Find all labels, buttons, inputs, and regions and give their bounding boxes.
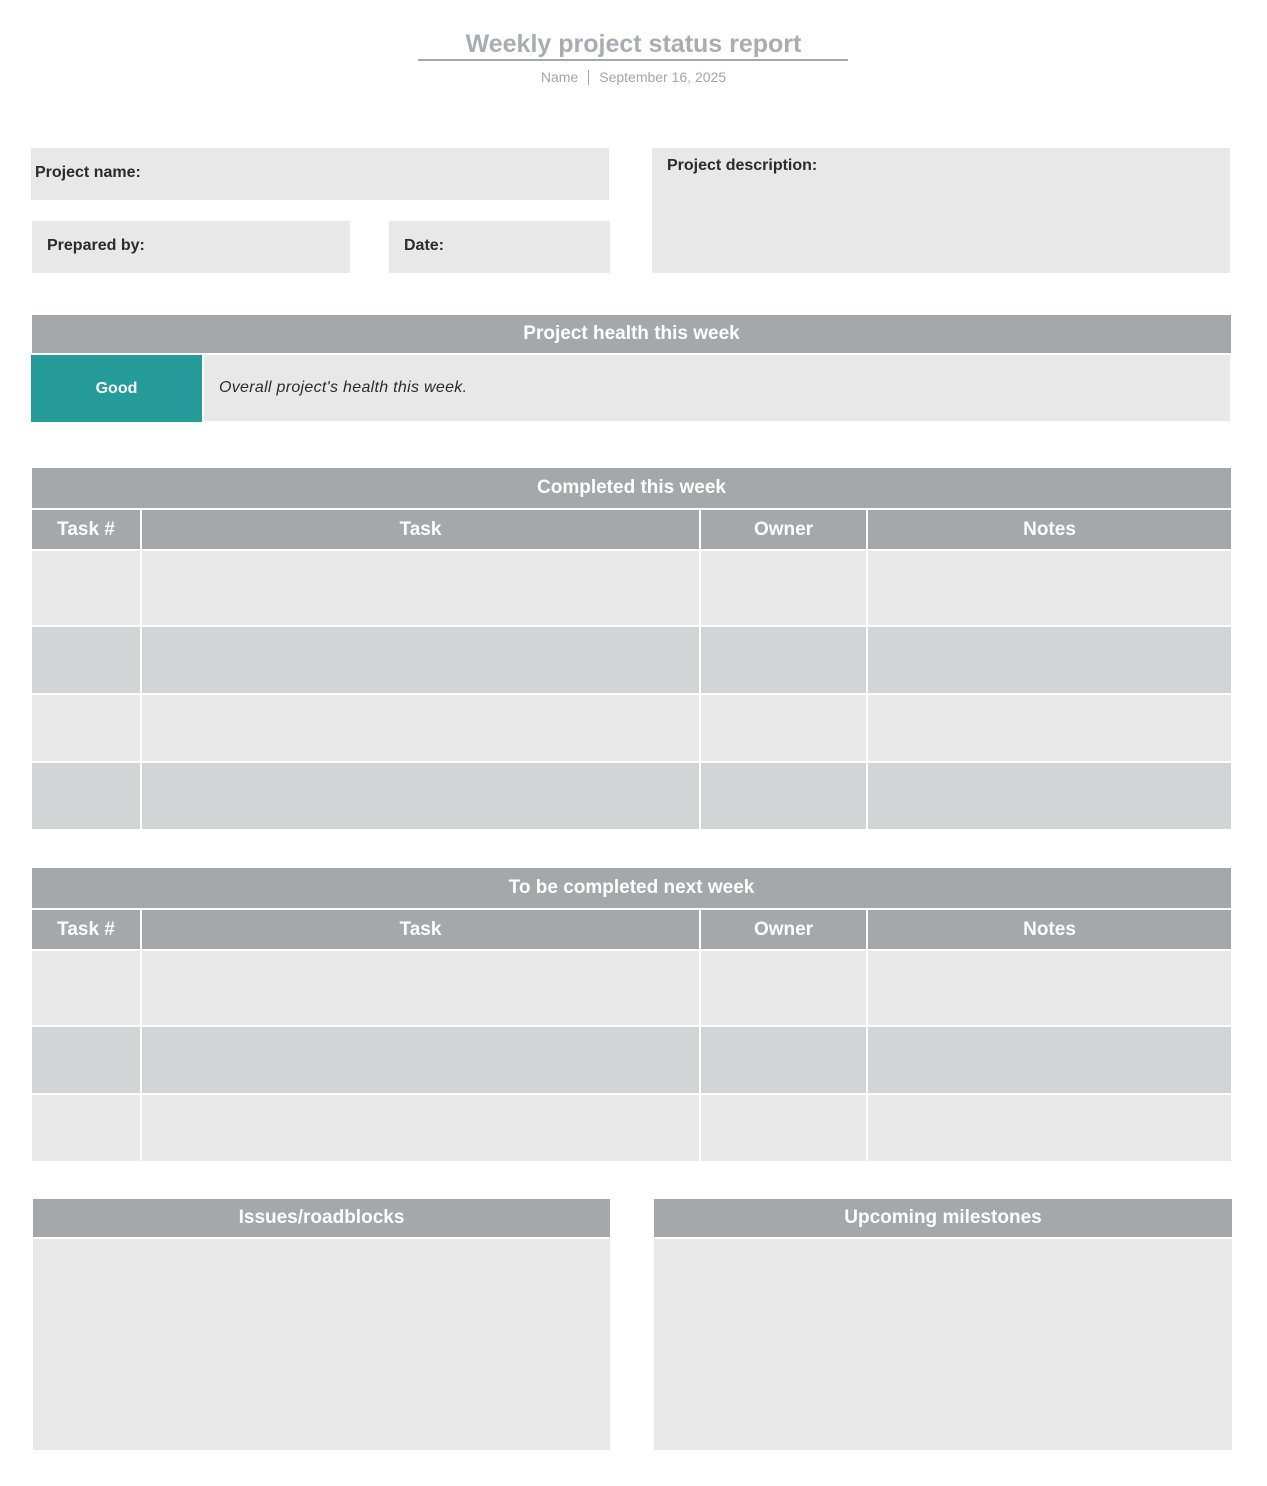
- table-cell[interactable]: [868, 1095, 1231, 1161]
- table-cell[interactable]: [32, 1095, 142, 1161]
- table-cell[interactable]: [142, 695, 701, 761]
- table-row: [32, 951, 1231, 1025]
- table-header-row: [32, 510, 1231, 549]
- column-header-notes: Notes: [868, 510, 1231, 549]
- table-cell[interactable]: [32, 763, 142, 829]
- table-row: [32, 1027, 1231, 1093]
- table-cell[interactable]: [32, 551, 142, 625]
- date-field[interactable]: [389, 221, 610, 273]
- table-cell[interactable]: [142, 551, 701, 625]
- table-cell[interactable]: [142, 951, 701, 1025]
- table-cell[interactable]: [701, 627, 868, 693]
- table-cell[interactable]: [142, 763, 701, 829]
- column-header-notes: Notes: [868, 910, 1231, 949]
- next-week-section-header: To be completed next week: [32, 868, 1231, 908]
- project-name-field[interactable]: [31, 148, 609, 200]
- table-cell[interactable]: [868, 695, 1231, 761]
- table-cell[interactable]: [868, 951, 1231, 1025]
- table-cell[interactable]: [868, 627, 1231, 693]
- completed-table: [32, 468, 1231, 829]
- column-header-owner: Owner: [701, 510, 868, 549]
- page-title: Weekly project status report: [465, 30, 802, 58]
- author-name: Name: [540, 69, 579, 85]
- completed-section-header: Completed this week: [32, 468, 1231, 508]
- column-header-task-number: Task #: [32, 510, 142, 549]
- column-header-task: Task: [142, 510, 701, 549]
- byline-separator: [588, 70, 589, 85]
- table-cell[interactable]: [701, 551, 868, 625]
- table-cell[interactable]: [142, 627, 701, 693]
- table-row: [32, 763, 1231, 829]
- health-status-badge[interactable]: Good: [31, 355, 202, 422]
- column-header-owner: Owner: [701, 910, 868, 949]
- table-row: [32, 1095, 1231, 1161]
- table-cell[interactable]: [32, 695, 142, 761]
- byline: [0, 69, 1267, 85]
- table-cell[interactable]: [701, 763, 868, 829]
- next-week-table: [32, 868, 1231, 1161]
- prepared-by-field[interactable]: [32, 221, 350, 273]
- table-cell[interactable]: [142, 1027, 701, 1093]
- health-section-header: Project health this week: [32, 315, 1231, 353]
- table-cell[interactable]: [32, 951, 142, 1025]
- issues-field[interactable]: [33, 1239, 610, 1450]
- health-note-field[interactable]: [204, 355, 1230, 421]
- table-cell[interactable]: [32, 627, 142, 693]
- project-description-field[interactable]: [652, 148, 1230, 273]
- table-cell[interactable]: [868, 763, 1231, 829]
- column-header-task-number: Task #: [32, 910, 142, 949]
- health-note-text: Overall project's health this week.: [219, 379, 468, 396]
- table-cell[interactable]: [701, 1095, 868, 1161]
- milestones-field[interactable]: [654, 1239, 1232, 1450]
- table-cell[interactable]: [868, 551, 1231, 625]
- table-cell[interactable]: [32, 1027, 142, 1093]
- table-row: [32, 695, 1231, 761]
- issues-section-header: Issues/roadblocks: [33, 1199, 610, 1237]
- table-cell[interactable]: [701, 951, 868, 1025]
- column-header-task: Task: [142, 910, 701, 949]
- table-cell[interactable]: [142, 1095, 701, 1161]
- table-cell[interactable]: [868, 1027, 1231, 1093]
- prepared-by-label: Prepared by:: [47, 237, 145, 254]
- milestones-section-header: Upcoming milestones: [654, 1199, 1232, 1237]
- table-header-row: [32, 910, 1231, 949]
- table-row: [32, 551, 1231, 625]
- table-cell[interactable]: [701, 695, 868, 761]
- table-row: [32, 627, 1231, 693]
- project-name-label: Project name:: [35, 164, 141, 181]
- project-description-label: Project description:: [667, 157, 818, 174]
- title-underline: [418, 59, 848, 61]
- table-cell[interactable]: [701, 1027, 868, 1093]
- date-label: Date:: [404, 237, 445, 254]
- report-date: September 16, 2025: [599, 69, 727, 85]
